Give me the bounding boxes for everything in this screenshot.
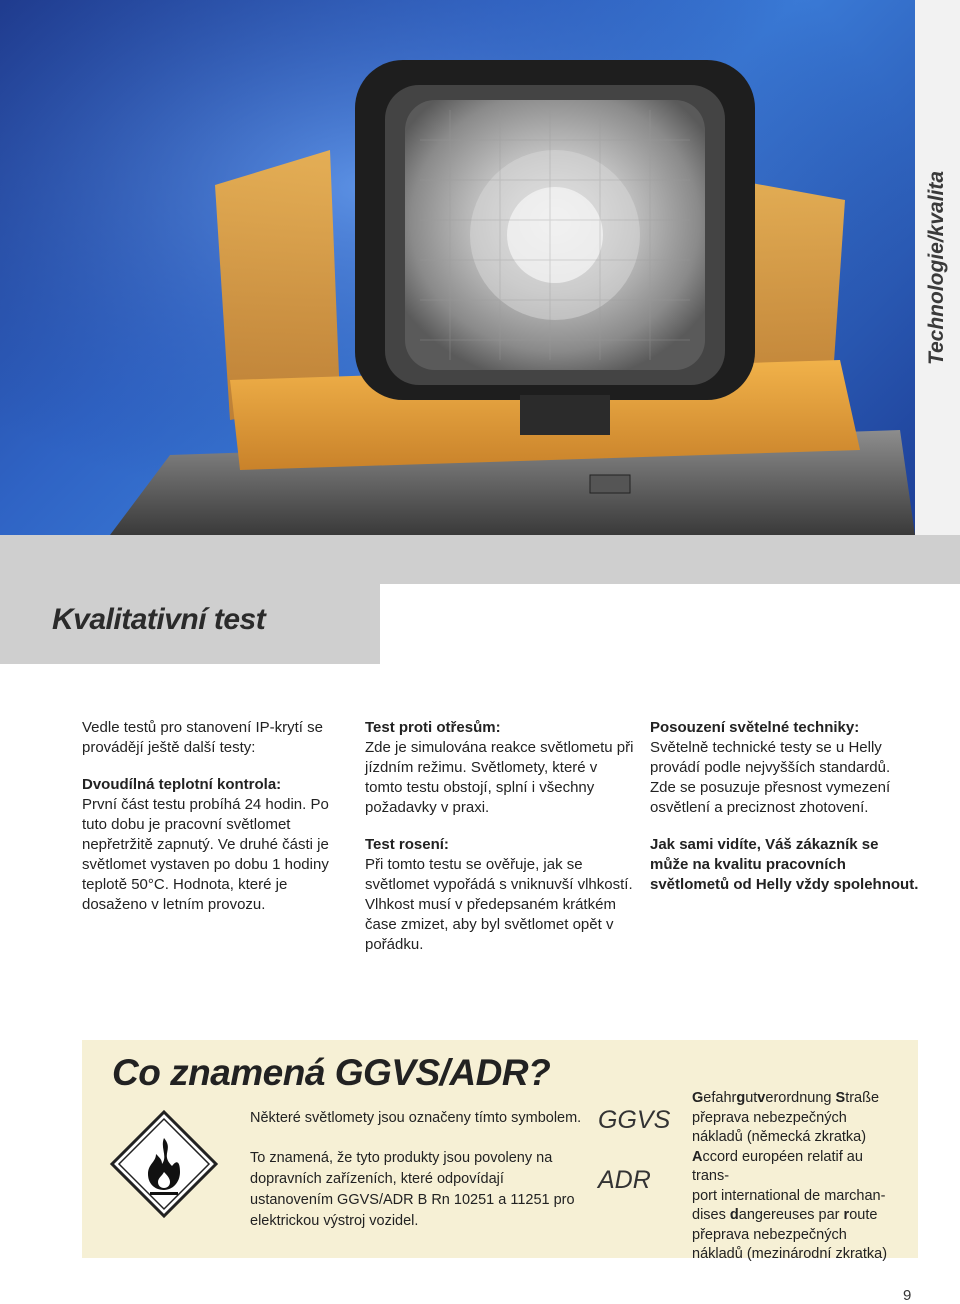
text-vibration: Zde je simulována reakce světlometu při jízdním režimu. Světlomety, které v tomto testu obstojí, splní i všechny požadavky v praxi. [365, 739, 634, 816]
text-condensation: Při tomto testu se ověřuje, jak se světlomet vypořádá s vniknuvší vlhkostí. Vlhkost musí v předepsaném krátkém čase zmizet, aby byl světlomet opět v pořádku. [365, 856, 633, 953]
abbreviation-legend [692, 1089, 902, 1265]
legend-adr-line-3: dises dangereuses par route [692, 1207, 878, 1223]
intro-paragraph: Vedle testů pro stanovení IP-krytí se provádějí ještě další testy: [82, 719, 323, 756]
abbr-adr: ADR [598, 1166, 651, 1194]
flammable-diamond-icon [108, 1108, 220, 1220]
box-subtitle: Některé světlomety jsou označeny tímto symbolem. [250, 1110, 582, 1126]
text-temperature: První část testu probíhá 24 hodin. Po tuto dobu je pracovní světlomet nepřetržitě zapnutý. Ve druhé části je světlomet vystaven po dobu 1 hodiny teplotě 50°C. Hodnota, které je dosaženo v letním provozu. [82, 796, 329, 913]
legend-ggvs-line-2: přeprava nebezpečných [692, 1109, 847, 1126]
text-column-1 [82, 718, 354, 932]
heading-vibration: Test proti otřesům: [365, 719, 501, 736]
title-band-notch [380, 584, 960, 664]
text-light-technique: Světelně technické testy se u Helly provádí podle nejvyšších standardů. Zde se posuzuje přesnost vymezení osvětlení a preciznost zhotovení. [650, 739, 891, 816]
heading-light-technique: Posouzení světelné techniky: [650, 719, 860, 736]
abbr-ggvs: GGVS [598, 1106, 671, 1134]
legend-adr-line-5: nákladů (mezinárodní zkratka) [692, 1246, 888, 1262]
legend-adr-line-1: Accord européen relatif au trans- [692, 1148, 863, 1184]
legend-adr-line-2: port international de marchan- [692, 1187, 886, 1204]
paragraph-temperature [82, 775, 354, 915]
title-band [0, 535, 960, 584]
text-column-2 [365, 718, 637, 972]
box-description: To znamená, že tyto produkty jsou povoleny na dopravních zařízeních, které odpovídají ustanovením GGVS/ADR B Rn 10251 a 11251 pro elektrickou výstroj vozidel. [250, 1150, 575, 1229]
legend-adr-line-4: přeprava nebezpečných [692, 1226, 847, 1243]
heading-temperature: Dvoudílná teplotní kontrola: [82, 776, 282, 793]
legend-ggvs-line-3: nákladů (německá zkratka) [692, 1129, 867, 1145]
paragraph-vibration [365, 718, 637, 818]
page-number: 9 [903, 1287, 912, 1304]
paragraph-light-technique [650, 718, 920, 818]
heading-condensation: Test rosení: [365, 836, 449, 853]
legend-ggvs-line-1: Gefahrgutverordnung Straße [692, 1090, 880, 1106]
paragraph-condensation [365, 835, 637, 955]
work-light-illustration [0, 0, 915, 535]
hero-photo [0, 0, 915, 535]
closing-statement: Jak sami vidíte, Váš zákazník se může na kvalitu pracovních světlometů od Helly vždy spolehnout. [650, 836, 919, 893]
side-section-title: Technologie/kvalita [925, 170, 948, 366]
box-title: Co znamená GGVS/ADR? [112, 1052, 551, 1093]
section-title: Kvalitativní test [52, 603, 266, 636]
text-column-3 [650, 718, 920, 912]
